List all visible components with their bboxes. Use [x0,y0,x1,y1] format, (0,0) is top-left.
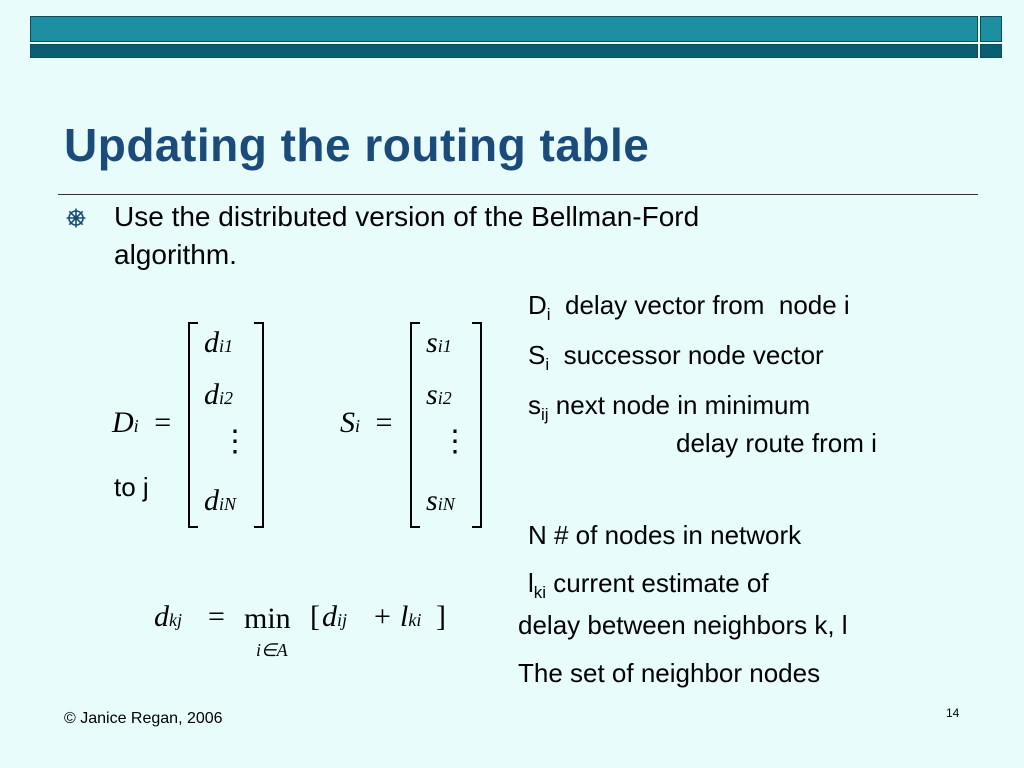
legend-lki-line2: delay between neighbors k, l [518,610,848,640]
d-i1: di1 [204,326,234,359]
S-bracket-left [410,322,420,528]
legend-set: The set of neighbor nodes [518,658,821,688]
bullet-line-1: Use the distributed version of the Bellman-Ford [114,201,700,232]
page-number: 14 [946,706,960,720]
d-vdots: ⋮ [220,425,250,458]
bellman-ford-formula: dkj = min i∈A [ dij + lki ] [154,600,446,660]
D-bracket-right [254,322,264,528]
D-vector-label: Di = [112,406,172,439]
S-bracket-right [472,322,482,528]
header-bar [30,16,978,58]
legend-Si: $S_i$ successor node vector [528,340,824,374]
s-i1: si1 [426,326,452,359]
title-divider [58,194,978,195]
s-vdots: ⋮ [440,425,470,458]
legend-Di: $D_i$ delay vector from node i [528,290,850,324]
S-vector-label: Si = [340,406,393,439]
legend-N: N # of nodes in network [528,520,802,550]
slide-title: Updating the routing table [64,119,650,171]
legend-lki: $l_{ki}$ current estimate of [528,568,769,602]
d-iN: diN [204,484,237,517]
legend-sij-line2: delay route from i [676,428,877,458]
footer-copyright: © Janice Regan, 2006 [64,710,223,727]
D-bracket-left [188,322,198,528]
header-stripe-bottom [30,44,978,58]
header-corner-top [980,16,1002,42]
header-corner-bottom [980,44,1002,58]
d-i2: di2 [204,378,234,411]
s-iN: siN [426,484,455,517]
s-i2: si2 [426,378,452,411]
bullet-line-2: algorithm. [114,239,237,270]
header-stripe-top [30,16,978,42]
legend-sij: $s_{ij}$ next node in minimum [528,390,811,424]
bullet-text [114,198,874,274]
wheel-bullet-icon [66,208,86,228]
to-j-text: to j [114,472,149,502]
